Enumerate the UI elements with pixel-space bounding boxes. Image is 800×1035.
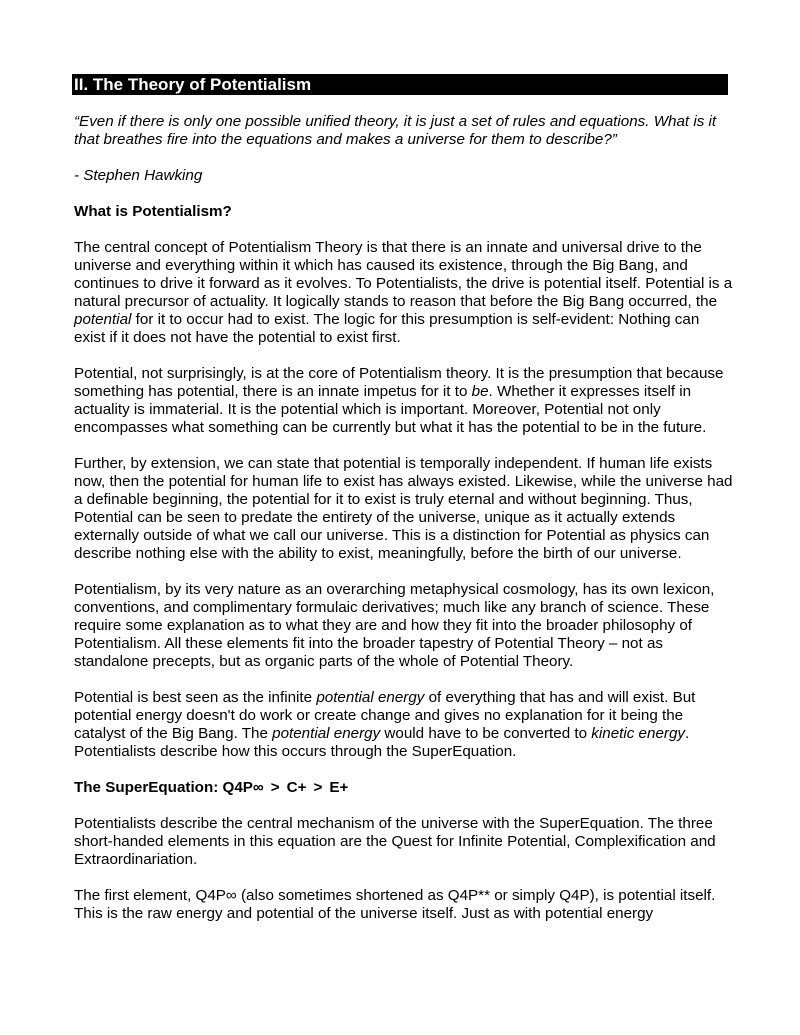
paragraph-5-text-c: would have to be converted to xyxy=(380,725,592,742)
emphasis-potential-energy-2: potential energy xyxy=(272,725,381,742)
paragraph-1-tail: for it to occur had to exist. The logic for this presumption is self-evident: Nothing can exist if it does not have the potential to exist first. xyxy=(74,311,700,346)
paragraph-1-text: The central concept of Potentialism Theory is that there is an innate and universal drive to the universe and everything within it which has caused its existence, through the Big Bang, and continues to drive it forward as it evolves. To Potentialists, the drive is potential itself. Potential is a natural precursor of actuality. It logically stands to reason that before the Big Bang occurred, the xyxy=(74,239,733,310)
paragraph-2 xyxy=(74,365,734,437)
superequation-operator-1: > xyxy=(270,779,280,796)
paragraph-5 xyxy=(74,689,734,761)
paragraph-7: The first element, Q4P∞ (also sometimes shortened as Q4P** or simply Q4P), is potential itself. This is the raw energy and potential of the universe itself. Just as with potential energy xyxy=(74,887,716,922)
paragraph-1 xyxy=(74,239,734,347)
superequation-operator-2: > xyxy=(313,779,323,796)
superequation-term-e: E+ xyxy=(329,779,349,796)
heading-what-is-potentialism: What is Potentialism? xyxy=(74,203,232,220)
superequation-heading xyxy=(74,779,734,797)
superequation-label: The SuperEquation: xyxy=(74,779,219,796)
epigraph-quote: “Even if there is only one possible unified theory, it is just a set of rules and equations. What is it that breathes fire into the equations and makes a universe for them to describe?” xyxy=(74,113,717,148)
paragraph-5-text-a: Potential is best seen as the infinite xyxy=(74,689,317,706)
paragraph-3: Further, by extension, we can state that potential is temporally independent. If human life exists now, then the potential for human life to exist has always existed. Likewise, while the universe had a definable beginning, the potential for it to exist is truly eternal and without beginning. Thus, Potential can be seen to predate the entirety of the universe, unique as it actually extends externally outside of what we call our universe. This is a distinction for Potential as physics can describe nothing else with the ability to exist, meaningfully, before the birth of our universe. xyxy=(74,455,733,562)
emphasis-potential: potential xyxy=(74,311,132,328)
superequation-term-q4p: Q4P∞ xyxy=(222,779,264,796)
emphasis-kinetic-energy: kinetic energy xyxy=(591,725,685,742)
emphasis-be: be xyxy=(471,383,489,400)
paragraph-2-text-b: . Whether it expresses itself in actuality is immaterial. It is the potential which is important. Moreover, Potential not only encompasses what something can be currently but what it has the potential to be in the future. xyxy=(74,383,707,436)
document-body xyxy=(74,113,734,941)
paragraph-5-text-d: . Potentialists describe how this occurs through the SuperEquation. xyxy=(74,725,690,760)
emphasis-potential-energy: potential energy xyxy=(316,689,425,706)
quote-attribution: - Stephen Hawking xyxy=(74,167,203,184)
paragraph-6: Potentialists describe the central mechanism of the universe with the SuperEquation. The three short-handed elements in this equation are the Quest for Infinite Potential, Complexification and Extraordinariation. xyxy=(74,815,716,868)
paragraph-4: Potentialism, by its very nature as an overarching metaphysical cosmology, has its own lexicon, conventions, and complimentary formulaic derivatives; much like any branch of science. These require some explanation as to what they are and how they fit into the broader philosophy of Potentialism. All these elements fit into the broader tapestry of Potential Theory – not as standalone precepts, but as organic parts of the whole of Potential Theory. xyxy=(74,581,715,670)
superequation-term-c: C+ xyxy=(286,779,307,796)
section-title: II. The Theory of Potentialism xyxy=(72,74,728,95)
paragraph-5-text-b: of everything that has and will exist. But potential energy doesn't do work or create change and gives no explanation for it being the catalyst of the Big Bang. The xyxy=(74,689,696,742)
paragraph-2-text-a: Potential, not surprisingly, is at the core of Potentialism theory. It is the presumption that because something has potential, there is an innate impetus for it to xyxy=(74,365,724,400)
